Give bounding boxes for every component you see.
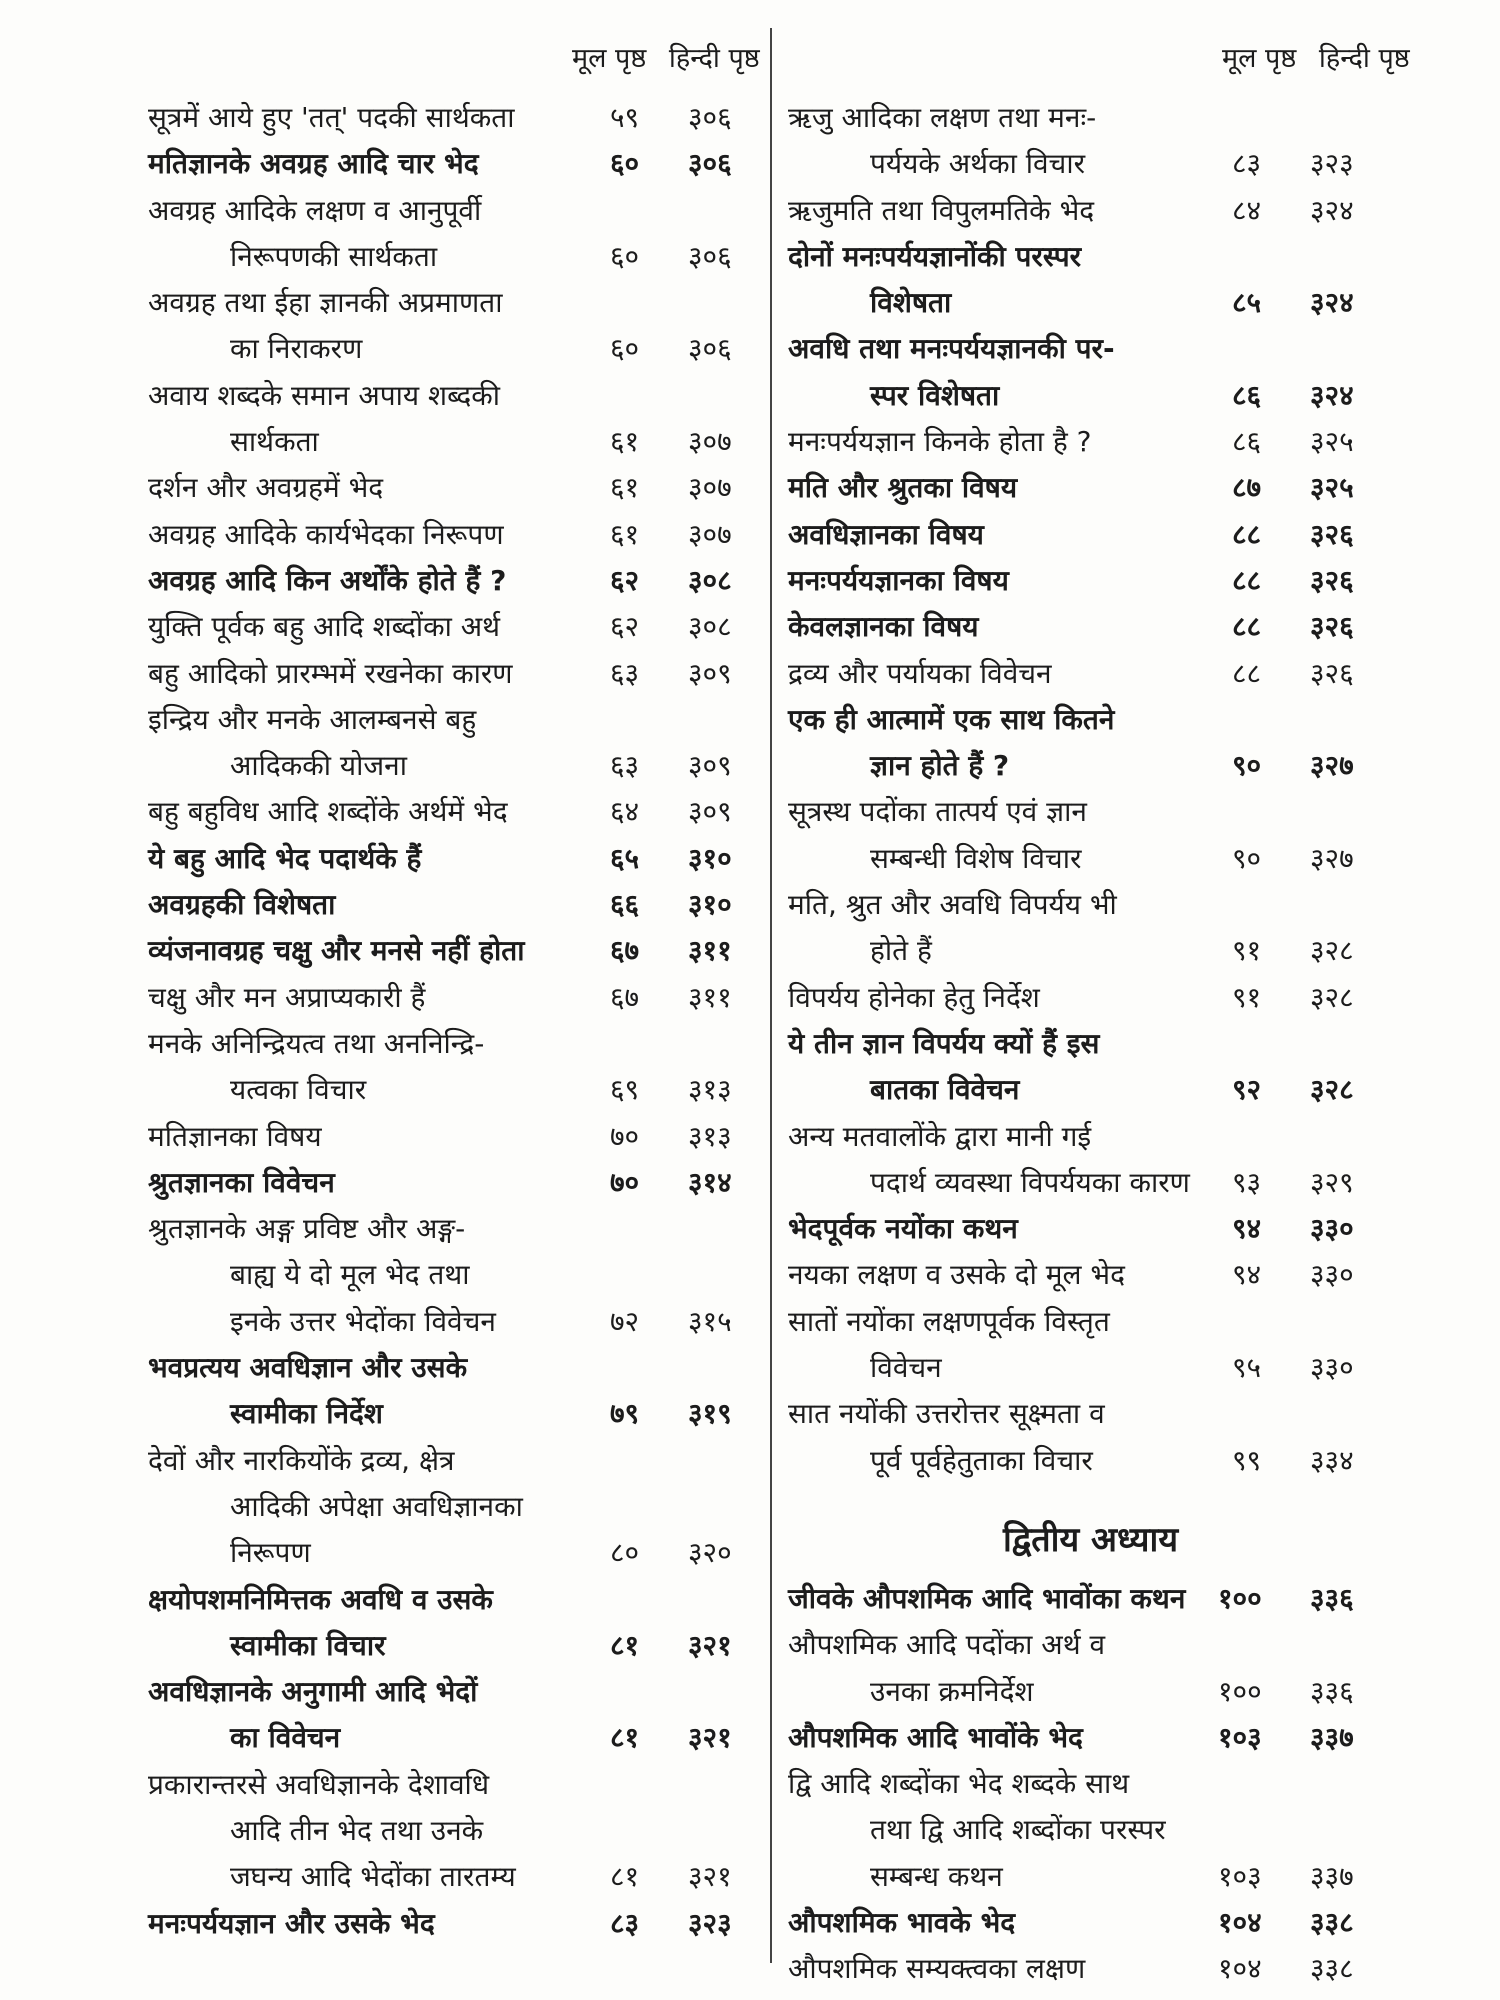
toc-entry	[148, 836, 758, 882]
hindi-page-number: ३३६	[1310, 1581, 1354, 1615]
hindi-page-number: ३१९	[688, 1397, 732, 1431]
toc-entry	[148, 141, 758, 187]
toc-entry	[148, 928, 758, 974]
mool-page-number: ६०	[610, 147, 640, 181]
toc-entry-title: ऋजु आदिका लक्षण तथा मनः-	[788, 101, 1097, 134]
hindi-page-number: ३२६	[1310, 610, 1354, 644]
toc-entry-title: आदिककी योजना	[230, 749, 407, 783]
toc-entry-title: आदिकी अपेक्षा अवधिज्ञानका	[230, 1489, 523, 1523]
toc-entry-title: बातका विवेचन	[870, 1073, 1020, 1107]
toc-entry-title: सूत्रस्थ पदोंका तात्पर्य एवं ज्ञान	[788, 795, 1087, 829]
mool-page-number: ८८	[1232, 563, 1262, 597]
mool-page-number: ८७	[1232, 471, 1262, 505]
toc-entry	[148, 1160, 758, 1206]
hindi-page-number: ३२८	[1310, 980, 1354, 1014]
toc-entry-title: सात नयोंकी उत्तरोत्तर सूक्ष्मता व	[788, 1397, 1105, 1431]
mool-page-number: ९४	[1232, 1212, 1262, 1246]
toc-entry	[788, 651, 1393, 697]
toc-entry-title: औपशमिक आदि भावोंके भेद	[788, 1720, 1083, 1754]
hindi-page-number: ३०६	[688, 332, 732, 366]
mool-page-number: ६०	[610, 239, 640, 273]
hindi-page-number: ३०९	[688, 656, 732, 690]
hindi-page-number: ३२५	[1310, 425, 1354, 459]
toc-entry-title: सातों नयोंका लक्षणपूर्वक विस्तृत	[788, 1304, 1110, 1338]
toc-entry-title: इनके उत्तर भेदोंका विवेचन	[230, 1304, 496, 1338]
toc-entry-title: पर्ययके अर्थका विचार	[870, 147, 1086, 181]
toc-entry-title: सम्बन्धी विशेष विचार	[870, 841, 1082, 875]
mool-page-number: १०३	[1218, 1720, 1262, 1754]
mool-page-number: ८६	[1232, 425, 1262, 459]
toc-entry-title: स्वामीका निर्देश	[230, 1397, 383, 1431]
hindi-page-number: ३२९	[1310, 1165, 1354, 1199]
mool-page-number: ९५	[1232, 1351, 1262, 1385]
toc-entry	[148, 1206, 758, 1345]
toc-entry-title: श्रुतज्ञानका विवेचन	[148, 1165, 335, 1199]
toc-entry-title: अवग्रह आदि किन अर्थोंके होते हैं ?	[148, 563, 507, 597]
toc-entry-title: श्रुतज्ञानके अङ्ग प्रविष्ट और अङ्ग-	[148, 1212, 466, 1246]
toc-entry-title: प्रकारान्तरसे अवधिज्ञानके देशावधि	[148, 1767, 490, 1801]
toc-entry-title: ज्ञान होते हैं ?	[870, 749, 1010, 783]
toc-entry	[148, 465, 758, 511]
toc-entry	[788, 882, 1393, 975]
toc-entry-title: बाह्य ये दो मूल भेद तथा	[230, 1258, 470, 1292]
toc-entry-title: अवधिज्ञानके अनुगामी आदि भेदों	[148, 1675, 478, 1709]
mool-prishth-label: मूल पृष्ठ	[1222, 43, 1297, 74]
hindi-page-number: ३०७	[688, 425, 732, 459]
mool-page-number: ९४	[1232, 1258, 1262, 1292]
toc-entry-title: अवग्रह तथा ईहा ज्ञानकी अप्रमाणता	[148, 286, 503, 320]
hindi-page-number: ३१०	[688, 841, 732, 875]
toc-entry	[788, 697, 1393, 790]
hindi-prishth-label: हिन्दी पृष्ठ	[668, 43, 760, 74]
hindi-page-number: ३३७	[1310, 1859, 1354, 1893]
hindi-page-number: ३२५	[1310, 471, 1354, 505]
hindi-page-number: ३१५	[688, 1304, 732, 1338]
toc-entry-title: मतिज्ञानका विषय	[148, 1119, 322, 1153]
hindi-page-number: ३२३	[688, 1906, 732, 1940]
mool-page-number: ६१	[610, 517, 640, 551]
toc-entry-title: नयका लक्षण व उसके दो मूल भेद	[788, 1258, 1125, 1292]
toc-entry	[788, 789, 1393, 882]
left-column-header	[572, 38, 760, 75]
toc-entry-title: सम्बन्ध कथन	[870, 1859, 1003, 1893]
hindi-page-number: ३०६	[688, 239, 732, 273]
toc-entry-title: का निराकरण	[230, 332, 363, 366]
toc-entry-title: स्वामीका विचार	[230, 1628, 386, 1662]
mool-page-number: १०३	[1218, 1859, 1262, 1893]
mool-page-number: ७०	[610, 1165, 640, 1199]
toc-entry	[788, 465, 1393, 511]
toc-entry-title: अवाय शब्दके समान अपाय शब्दकी	[148, 378, 501, 412]
hindi-page-number: ३२३	[1310, 147, 1354, 181]
toc-entry	[788, 512, 1393, 558]
toc-entry-title: औपशमिक सम्यक्त्वका लक्षण	[788, 1952, 1086, 1986]
mool-page-number: ७९	[610, 1397, 640, 1431]
mool-page-number: ९१	[1232, 934, 1262, 968]
toc-entry	[788, 604, 1393, 650]
hindi-page-number: ३२६	[1310, 517, 1354, 551]
mool-page-number: ९२	[1232, 1073, 1262, 1107]
right-column	[788, 95, 1393, 1993]
hindi-page-number: ३२४	[1310, 378, 1354, 412]
mool-page-number: ८४	[1232, 193, 1262, 227]
hindi-page-number: ३२८	[1310, 1073, 1354, 1107]
hindi-page-number: ३०८	[688, 610, 732, 644]
toc-entry-title: जघन्य आदि भेदोंका तारतम्य	[230, 1860, 516, 1894]
toc-entry	[788, 1715, 1393, 1761]
mool-page-number: ८८	[1232, 656, 1262, 690]
hindi-page-number: ३०६	[688, 147, 732, 181]
mool-page-number: १०४	[1218, 1905, 1262, 1939]
mool-page-number: ६१	[610, 425, 640, 459]
toc-entry-title: विवेचन	[870, 1351, 942, 1385]
mool-page-number: ७२	[610, 1304, 640, 1338]
toc-entry	[148, 882, 758, 928]
toc-entry	[148, 1577, 758, 1670]
mool-page-number: ६५	[610, 841, 640, 875]
mool-page-number: ६१	[610, 471, 640, 505]
hindi-page-number: ३२०	[688, 1536, 732, 1570]
mool-page-number: ८५	[1232, 286, 1262, 320]
toc-entry-title: निरूपणकी सार्थकता	[230, 239, 438, 273]
toc-entry	[148, 1669, 758, 1762]
hindi-page-number: ३२७	[1310, 841, 1354, 875]
mool-page-number: १०४	[1218, 1952, 1262, 1986]
toc-entry	[148, 975, 758, 1021]
hindi-page-number: ३३०	[1310, 1258, 1354, 1292]
toc-entry	[788, 234, 1393, 327]
hindi-page-number: ३२१	[688, 1721, 732, 1755]
toc-entry-title: का विवेचन	[230, 1721, 341, 1755]
toc-entry	[148, 651, 758, 697]
toc-entry	[148, 1762, 758, 1901]
mool-page-number: ६९	[610, 1073, 640, 1107]
mool-page-number: ८६	[1232, 378, 1262, 412]
hindi-page-number: ३१३	[688, 1119, 732, 1153]
toc-entry-title: जीवके औपशमिक आदि भावोंका कथन	[788, 1581, 1186, 1615]
toc-entry-title: मनके अनिन्द्रियत्व तथा अननिन्द्रि-	[148, 1026, 485, 1060]
hindi-page-number: ३३४	[1310, 1443, 1354, 1477]
mool-page-number: ६७	[610, 980, 640, 1014]
hindi-page-number: ३३०	[1310, 1351, 1354, 1385]
toc-entry-title: व्यंजनावग्रह चक्षु और मनसे नहीं होता	[148, 934, 525, 968]
toc-entry-title: पूर्व पूर्वहेतुताका विचार	[870, 1443, 1093, 1477]
hindi-page-number: ३२१	[688, 1860, 732, 1894]
toc-entry-title: एक ही आत्मामें एक साथ कितने	[788, 702, 1115, 736]
toc-entry	[148, 1438, 758, 1577]
toc-entry-title: विपर्यय होनेका हेतु निर्देश	[788, 980, 1040, 1014]
toc-entry-title: औपशमिक आदि पदोंका अर्थ व	[788, 1628, 1106, 1662]
mool-page-number: ६७	[610, 934, 640, 968]
hindi-page-number: ३१४	[688, 1165, 732, 1199]
toc-entry	[788, 1021, 1393, 1114]
hindi-page-number: ३३६	[1310, 1674, 1354, 1708]
toc-entry	[788, 1622, 1393, 1715]
toc-entry-title: ऋजुमति तथा विपुलमतिके भेद	[788, 193, 1095, 227]
toc-entry	[788, 1946, 1393, 1992]
hindi-page-number: ३०८	[688, 563, 732, 597]
mool-page-number: १००	[1218, 1581, 1262, 1615]
toc-entry	[788, 558, 1393, 604]
toc-entry-title: पदार्थ व्यवस्था विपर्ययका कारण	[870, 1165, 1190, 1199]
toc-entry	[788, 975, 1393, 1021]
toc-entry	[788, 1391, 1393, 1484]
mool-page-number: ५९	[610, 101, 640, 134]
hindi-page-number: ३१०	[688, 888, 732, 922]
mool-page-number: ९३	[1232, 1165, 1262, 1199]
mool-page-number: ९०	[1232, 841, 1262, 875]
toc-entry	[148, 1345, 758, 1438]
toc-entry-title: केवलज्ञानका विषय	[788, 610, 979, 644]
toc-entry-title: द्वि आदि शब्दोंका भेद शब्दके साथ	[788, 1767, 1130, 1801]
mool-page-number: ६३	[610, 749, 640, 783]
toc-entry-title: ये बहु आदि भेद पदार्थके हैं	[148, 841, 422, 875]
toc-entry	[788, 1576, 1393, 1622]
toc-entry-title: अवग्रह आदिके लक्षण व आनुपूर्वी	[148, 193, 482, 227]
toc-entry-title: निरूपण	[230, 1536, 311, 1570]
hindi-page-number: ३२७	[1310, 749, 1354, 783]
toc-entry-title: भेदपूर्वक नयोंका कथन	[788, 1212, 1018, 1246]
toc-entry-title: अवग्रहकी विशेषता	[148, 888, 336, 922]
toc-entry-title: इन्द्रिय और मनके आलम्बनसे बहु	[148, 702, 477, 736]
toc-entry-title: दर्शन और अवग्रहमें भेद	[148, 471, 384, 505]
hindi-page-number: ३०९	[688, 749, 732, 783]
mool-page-number: ८०	[610, 1536, 640, 1570]
toc-entry	[148, 1021, 758, 1114]
mool-page-number: ८१	[610, 1628, 640, 1662]
toc-entry	[788, 1900, 1393, 1946]
toc-entry-title: भवप्रत्यय अवधिज्ञान और उसके	[148, 1351, 468, 1385]
hindi-page-number: ३३८	[1310, 1905, 1354, 1939]
toc-entry-title: बहु बहुविध आदि शब्दोंके अर्थमें भेद	[148, 795, 508, 829]
toc-entry-title: मनःपर्ययज्ञान किनके होता है ?	[788, 425, 1092, 459]
toc-entry-title: अवधि तथा मनःपर्ययज्ञानकी पर-	[788, 332, 1115, 366]
toc-entry-title: उनका क्रमनिर्देश	[870, 1674, 1034, 1708]
toc-entry	[788, 188, 1393, 234]
toc-entry-title: मनःपर्ययज्ञानका विषय	[788, 563, 1009, 597]
hindi-page-number: ३११	[688, 980, 732, 1014]
mool-page-number: ८१	[610, 1721, 640, 1755]
hindi-page-number: ३२६	[1310, 656, 1354, 690]
toc-entry	[788, 1761, 1393, 1900]
hindi-page-number: ३२४	[1310, 286, 1354, 320]
hindi-page-number: ३३८	[1310, 1952, 1354, 1986]
toc-entry-title: ये तीन ज्ञान विपर्यय क्यों हैं इस	[788, 1026, 1100, 1060]
mool-page-number: ८३	[1232, 147, 1262, 181]
mool-page-number: ९१	[1232, 980, 1262, 1014]
toc-entry-title: स्पर विशेषता	[870, 378, 1000, 412]
mool-prishth-label: मूल पृष्ठ	[572, 43, 647, 74]
hindi-page-number: ३०९	[688, 795, 732, 829]
left-column	[148, 95, 758, 1947]
toc-entry-title: अवधिज्ञानका विषय	[788, 517, 984, 551]
mool-page-number: ६२	[610, 610, 640, 644]
hindi-page-number: ३२१	[688, 1628, 732, 1662]
mool-page-number: ६६	[610, 888, 640, 922]
toc-entry	[788, 419, 1393, 465]
column-divider	[770, 28, 772, 1963]
mool-page-number: ६२	[610, 563, 640, 597]
toc-entry-title: यत्वका विचार	[230, 1073, 367, 1107]
toc-entry-title: सार्थकता	[230, 425, 319, 459]
toc-entry-title: युक्ति पूर्वक बहु आदि शब्दोंका अर्थ	[148, 610, 501, 644]
hindi-page-number: ३१३	[688, 1073, 732, 1107]
toc-entry	[788, 95, 1393, 188]
hindi-page-number: ३०७	[688, 471, 732, 505]
mool-page-number: ६३	[610, 656, 640, 690]
toc-entry	[788, 1252, 1393, 1298]
toc-entry-title: तथा द्वि आदि शब्दोंका परस्पर	[870, 1813, 1166, 1847]
mool-page-number: ६०	[610, 332, 640, 366]
toc-entry-title: द्रव्य और पर्यायका विवेचन	[788, 656, 1052, 690]
mool-page-number: १००	[1218, 1674, 1262, 1708]
hindi-page-number: ३०६	[688, 101, 732, 134]
toc-entry	[148, 789, 758, 835]
hindi-page-number: ३०७	[688, 517, 732, 551]
toc-entry	[148, 604, 758, 650]
mool-page-number: ८३	[610, 1906, 640, 1940]
toc-entry-title: होते हैं	[870, 934, 932, 968]
mool-page-number: ७०	[610, 1119, 640, 1153]
toc-entry	[788, 326, 1393, 419]
toc-entry-title: मनःपर्ययज्ञान और उसके भेद	[148, 1906, 435, 1940]
toc-entry	[148, 697, 758, 790]
toc-entry	[148, 188, 758, 281]
hindi-page-number: ३११	[688, 934, 732, 968]
mool-page-number: ६४	[610, 795, 640, 829]
toc-entry-title: बहु आदिको प्रारम्भमें रखनेका कारण	[148, 656, 513, 690]
hindi-page-number: ३२४	[1310, 193, 1354, 227]
chapter-heading: द्वितीय अध्याय	[1002, 1519, 1179, 1560]
toc-entry-title: औपशमिक भावके भेद	[788, 1905, 1016, 1939]
right-column-header	[1222, 38, 1410, 75]
toc-entry	[148, 373, 758, 466]
toc-entry	[148, 1114, 758, 1160]
toc-entry	[148, 1901, 758, 1947]
toc-entry	[788, 1206, 1393, 1252]
toc-entry	[148, 558, 758, 604]
toc-entry-title: सूत्रमें आये हुए 'तत्' पदकी सार्थकता	[148, 101, 515, 134]
toc-entry	[148, 512, 758, 558]
hindi-page-number: ३३०	[1310, 1212, 1354, 1246]
toc-entry-title: मति, श्रुत और अवधि विपर्यय भी	[788, 888, 1117, 922]
toc-entry-title: आदि तीन भेद तथा उनके	[230, 1813, 484, 1847]
toc-entry-title: चक्षु और मन अप्राप्यकारी हैं	[148, 980, 426, 1014]
toc-entry-title: देवों और नारकियोंके द्रव्य, क्षेत्र	[148, 1443, 455, 1477]
hindi-prishth-label: हिन्दी पृष्ठ	[1318, 43, 1410, 74]
toc-entry-title: क्षयोपशमनिमित्तक अवधि व उसके	[148, 1582, 493, 1616]
hindi-page-number: ३२६	[1310, 563, 1354, 597]
toc-entry	[788, 1114, 1393, 1207]
hindi-page-number: ३२८	[1310, 934, 1354, 968]
toc-entry-title: अवग्रह आदिके कार्यभेदका निरूपण	[148, 517, 504, 551]
toc-entry-title: मतिज्ञानके अवग्रह आदि चार भेद	[148, 147, 479, 181]
mool-page-number: ९९	[1232, 1443, 1262, 1477]
toc-entry	[148, 280, 758, 373]
mool-page-number: ९०	[1232, 749, 1262, 783]
mool-page-number: ८१	[610, 1860, 640, 1894]
toc-entry-title: मति और श्रुतका विषय	[788, 471, 1018, 505]
toc-entry	[788, 1299, 1393, 1392]
toc-entry	[148, 95, 758, 141]
toc-entry-title: दोनों मनःपर्ययज्ञानोंकी परस्पर	[788, 239, 1082, 273]
hindi-page-number: ३३७	[1310, 1720, 1354, 1754]
toc-entry-title: विशेषता	[870, 286, 952, 320]
mool-page-number: ८८	[1232, 610, 1262, 644]
mool-page-number: ८८	[1232, 517, 1262, 551]
toc-entry-title: अन्य मतवालोंके द्वारा मानी गई	[788, 1119, 1092, 1153]
